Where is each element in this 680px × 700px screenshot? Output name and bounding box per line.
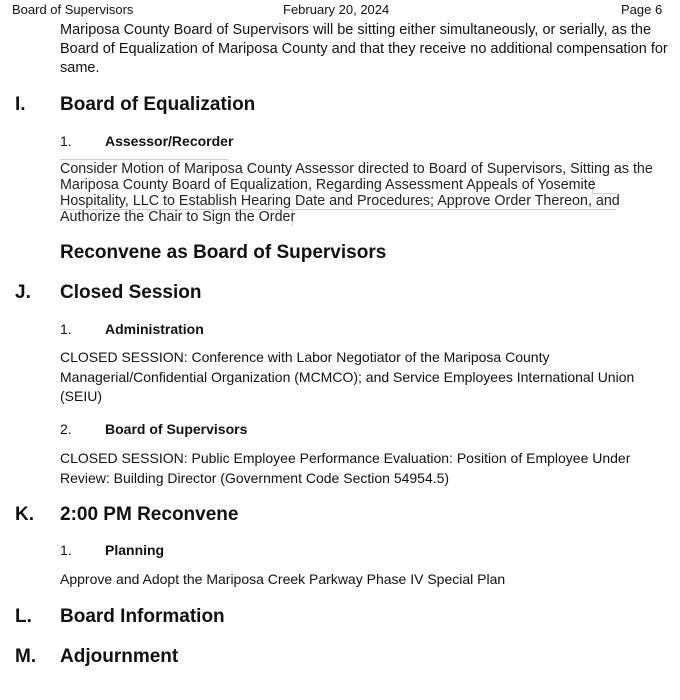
section-j-title: Closed Session — [60, 282, 202, 303]
section-m-letter: M. — [15, 646, 37, 667]
section-k-item-number: 1. — [60, 542, 72, 558]
section-k-item-title: Planning — [105, 542, 165, 558]
header-date: February 20, 2024 — [283, 2, 390, 17]
section-j-letter: J. — [15, 282, 31, 303]
section-j-item-1-number: 1. — [60, 321, 72, 337]
assessor-motion-line-1: Consider Motion of Mariposa County Assessor directed to Board of Supervisors, Sitting as the — [60, 161, 653, 177]
section-i-letter: I. — [15, 94, 26, 115]
section-l-letter: L. — [15, 606, 32, 627]
reconvene-board-title: Reconvene as Board of Supervisors — [60, 242, 387, 263]
section-m-title: Adjournment — [60, 646, 179, 667]
section-j-item-2-title: Board of Supervisors — [105, 421, 248, 437]
section-j-item-1-text: CLOSED SESSION: Conference with Labor Negotiator of the Mariposa County Managerial/Confidential Organization (MCMCO); and Service Employees International Union (SEIU) — [60, 349, 635, 404]
intro-line-2: Board of Equalization of Mariposa County and that they receive no additional compensation for — [60, 41, 668, 57]
assessor-motion-line-3: Hospitality, LLC to Establish Hearing Date and Procedures; Approve Order Thereon, and — [60, 193, 620, 209]
assessor-motion-line-2: Mariposa County Board of Equalization, Regarding Assessment Appeals of Yosemite — [60, 177, 596, 193]
section-l-title: Board Information — [60, 606, 225, 627]
intro-line-1: Mariposa County Board of Supervisors will be sitting either simultaneously, or serially, as the — [60, 22, 652, 38]
section-j-item-1-title: Administration — [105, 321, 204, 337]
field-border-top — [60, 159, 228, 160]
header-left-title: Board of Supervisors — [12, 2, 134, 17]
section-j-item-2-number: 2. — [60, 421, 72, 437]
section-k-item-text: Approve and Adopt the Mariposa Creek Parkway Phase IV Special Plan — [60, 571, 506, 587]
section-i-item-title: Assessor/Recorder — [105, 133, 234, 149]
section-i-title: Board of Equalization — [60, 94, 256, 115]
assessor-motion-line-4: Authorize the Chair to Sign the Order — [60, 209, 296, 225]
assessor-motion-text[interactable] — [60, 161, 660, 225]
section-k-title: 2:00 PM Reconvene — [60, 504, 239, 525]
section-i-item-number: 1. — [60, 133, 72, 149]
header-page-number: Page 6 — [621, 2, 663, 17]
section-k-letter: K. — [15, 504, 34, 525]
intro-line-3: same. — [60, 60, 100, 76]
section-j-item-2-text: CLOSED SESSION: Public Employee Performance Evaluation: Position of Employee Under Review: Building Director (Government Code Section 54954.5) — [60, 450, 631, 486]
